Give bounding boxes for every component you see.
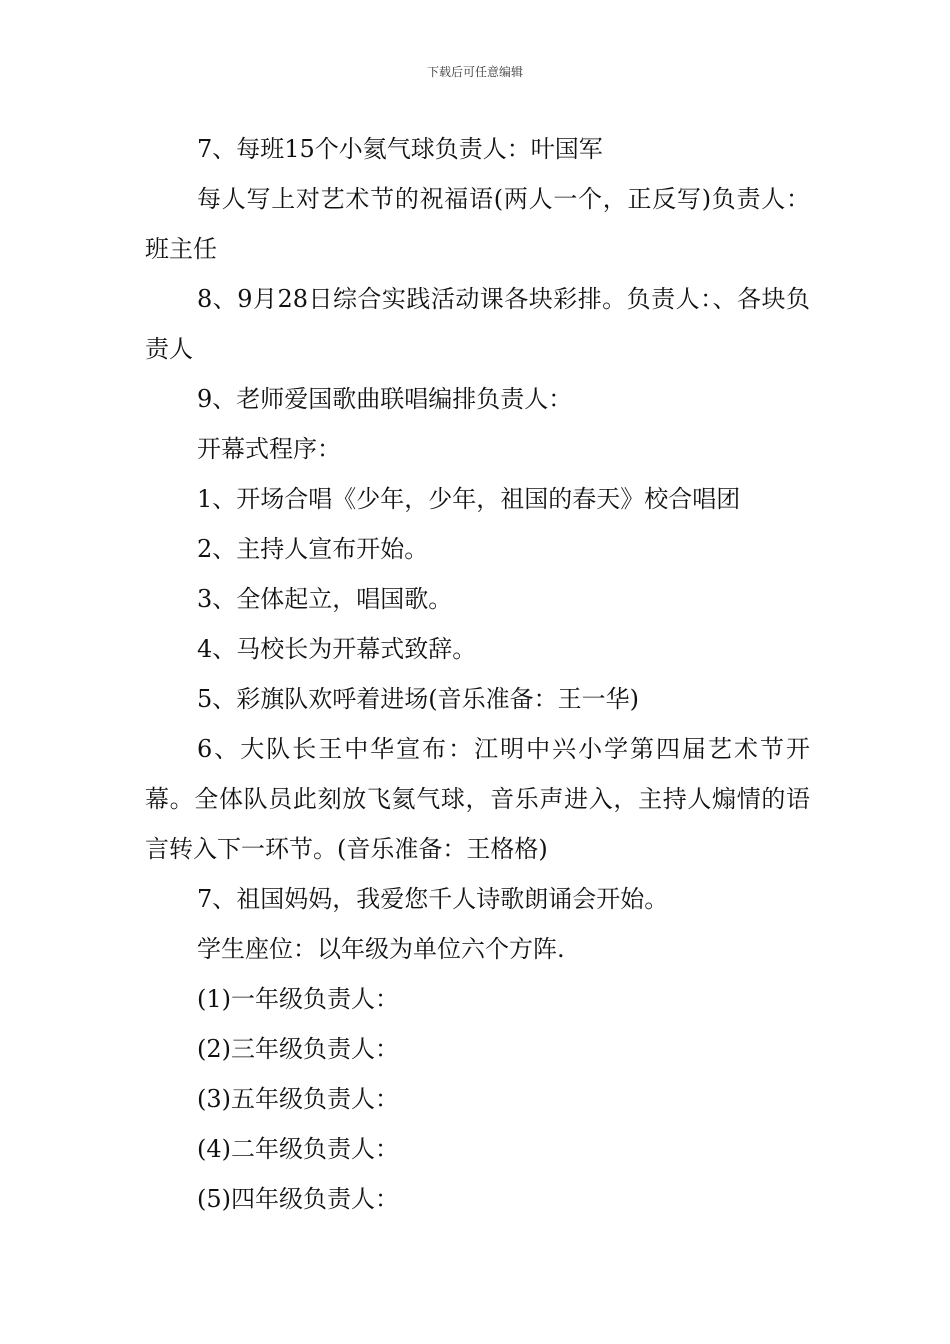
grade-item-5: (5)四年级负责人： bbox=[197, 1185, 399, 1213]
program-item-6: 6、大队长王中华宣布：江明中兴小学第四届艺术节开幕。全体队员此刻放飞氦气球，音乐声进入，主持人煽情的语言转入下一环节。(音乐准备：王格格) bbox=[145, 735, 810, 863]
paragraph-balloon-responsible: 7、每班15个小氦气球负责人：叶国军 bbox=[197, 135, 603, 163]
document-body bbox=[145, 124, 810, 1224]
program-item-3: 3、全体起立，唱国歌。 bbox=[197, 585, 453, 613]
program-item-4: 4、马校长为开幕式致辞。 bbox=[197, 635, 477, 663]
page-header: 下载后可任意编辑 bbox=[426, 65, 523, 79]
program-item-2: 2、主持人宣布开始。 bbox=[197, 535, 429, 563]
paragraph-rehearsal: 8、9月28日综合实践活动课各块彩排。负责人：、各块负责人 bbox=[145, 285, 810, 363]
paragraph-blessing-message: 每人写上对艺术节的祝福语(两人一个，正反写)负责人：班主任 bbox=[145, 185, 810, 263]
paragraph-program-heading: 开幕式程序： bbox=[197, 435, 341, 463]
grade-item-1: (1)一年级负责人： bbox=[197, 985, 399, 1013]
program-item-1: 1、开场合唱《少年，少年，祖国的春天》校合唱团 bbox=[197, 485, 741, 513]
grade-item-2: (2)三年级负责人： bbox=[197, 1035, 399, 1063]
paragraph-seating: 学生座位：以年级为单位六个方阵. bbox=[197, 935, 565, 963]
program-item-7: 7、祖国妈妈，我爱您千人诗歌朗诵会开始。 bbox=[197, 885, 669, 913]
grade-item-4: (4)二年级负责人： bbox=[197, 1135, 399, 1163]
program-item-5: 5、彩旗队欢呼着进场(音乐准备：王一华) bbox=[197, 685, 639, 713]
paragraph-teacher-chorus: 9、老师爱国歌曲联唱编排负责人： bbox=[197, 385, 573, 413]
grade-item-3: (3)五年级负责人： bbox=[197, 1085, 399, 1113]
